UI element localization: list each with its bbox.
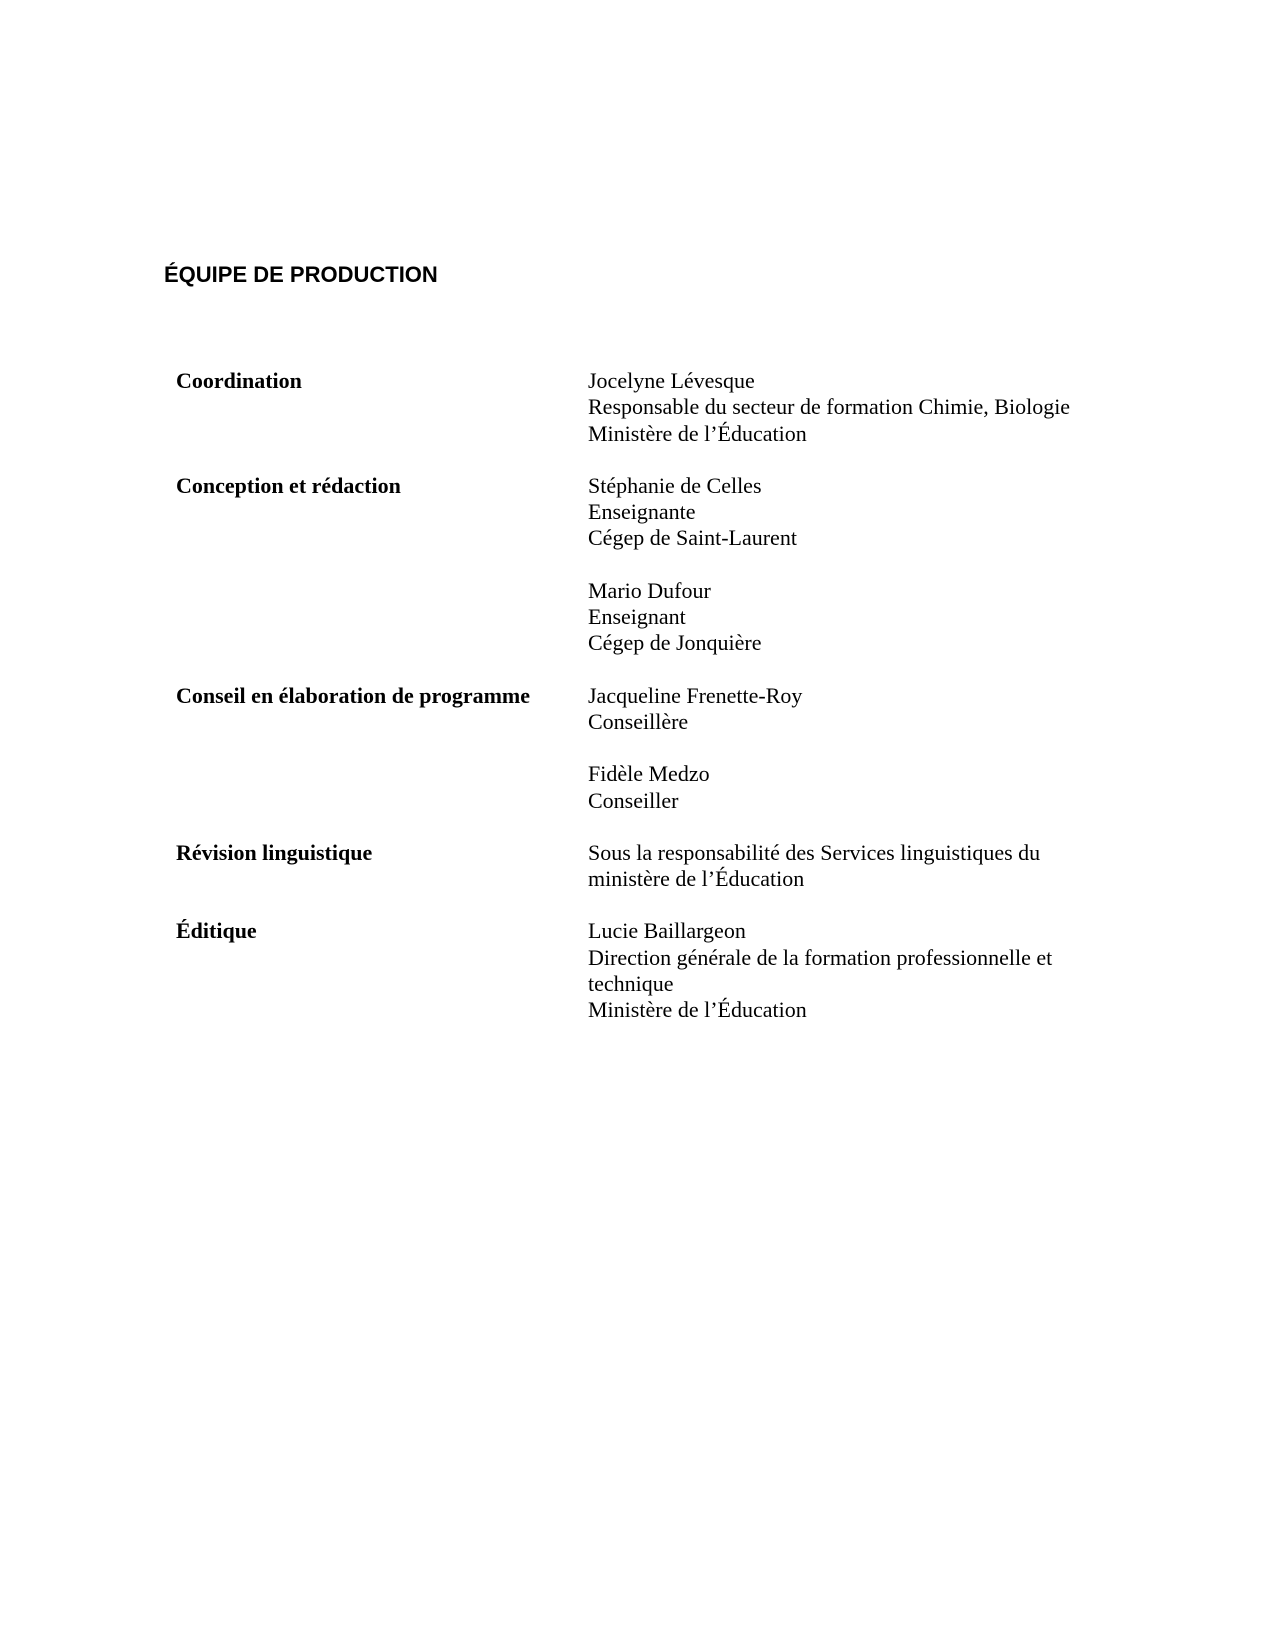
person-organization: Ministère de l’Éducation (588, 420, 807, 446)
credit-row-conception (176, 473, 1136, 657)
credit-people (588, 683, 1136, 814)
person-title: Enseignante (588, 499, 696, 525)
credit-role: Conseil en élaboration de programme (176, 682, 531, 708)
person-entry (588, 578, 1136, 657)
credit-role: Éditique (176, 918, 257, 944)
person-organization: technique (588, 971, 674, 997)
person-name: Jocelyne Lévesque (588, 368, 755, 393)
credit-people (588, 918, 1136, 1023)
credit-row-coordination (176, 368, 1136, 447)
credit-people (588, 368, 1136, 447)
credit-row-program-advice (176, 683, 1136, 814)
person-entry (588, 840, 1136, 893)
credit-people (588, 473, 1136, 657)
person-title: Conseillère (588, 708, 689, 734)
credit-row-desktop-publishing (176, 918, 1136, 1023)
credit-description: Sous la responsabilité des Services linguistiques du (588, 839, 1041, 865)
person-entry (588, 473, 1136, 552)
credit-role: Conception et rédaction (176, 472, 401, 498)
page-title: ÉQUIPE DE PRODUCTION (164, 262, 438, 287)
person-entry (588, 761, 1136, 814)
person-title: Conseiller (588, 787, 679, 813)
credit-role: Révision linguistique (176, 839, 373, 865)
credit-row-linguistic-revision (176, 840, 1136, 893)
person-name: Lucie Baillargeon (588, 918, 746, 944)
person-entry (588, 683, 1136, 736)
person-name: Mario Dufour (588, 577, 711, 603)
person-name: Jacqueline Frenette-Roy (588, 682, 803, 708)
person-entry (588, 918, 1136, 1023)
person-name: Fidèle Medzo (588, 761, 710, 787)
person-title: Enseignant (588, 604, 686, 630)
credit-role: Coordination (176, 368, 302, 393)
credit-description: ministère de l’Éducation (588, 866, 805, 892)
person-title: Responsable du secteur de formation Chimie, Biologie (588, 394, 1071, 420)
person-organization: Direction générale de la formation professionnelle et (588, 944, 1053, 970)
person-organization: Cégep de Jonquière (588, 630, 762, 656)
credits-list (176, 368, 1136, 1050)
person-organization: Cégep de Saint-Laurent (588, 525, 797, 551)
credit-people (588, 840, 1136, 893)
person-organization: Ministère de l’Éducation (588, 997, 807, 1023)
person-name: Stéphanie de Celles (588, 472, 762, 498)
person-entry (588, 368, 1136, 447)
